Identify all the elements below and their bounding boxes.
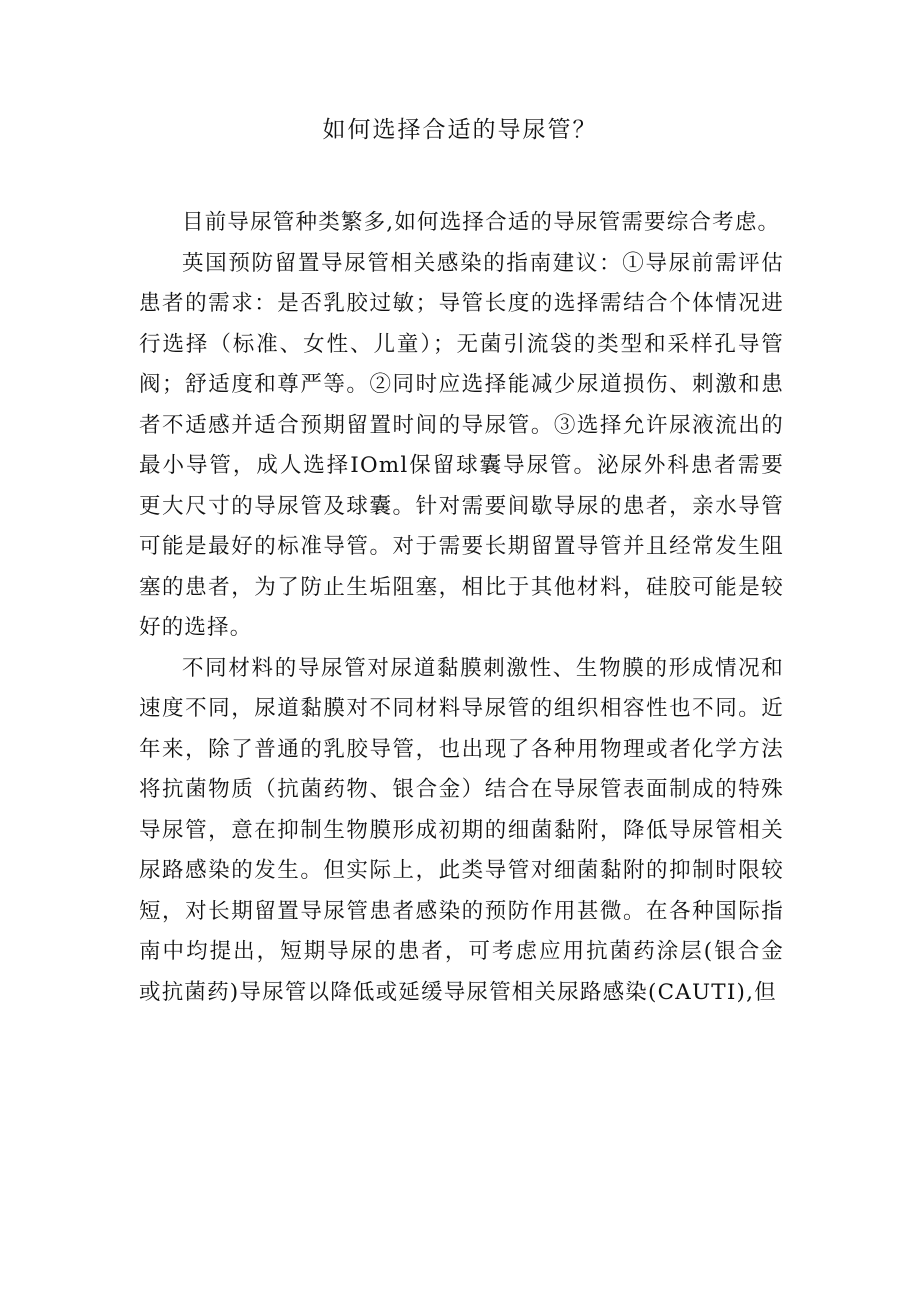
document-title: 如何选择合适的导尿管？ <box>322 117 598 143</box>
document-body <box>139 203 784 1013</box>
paragraph-2: 英国预防留置导尿管相关感染的指南建议：①导尿前需评估患者的需求：是否乳胶过敏；导管长度的选择需结合个体情况进行选择（标准、女性、儿童）；无菌引流袋的类型和采样孔导管阀；舒适度和尊严等。②同时应选择能减少尿道损伤、刺激和患者不适感并适合预期留置时间的导尿管。③选择允许尿液流出的最小导管，成人选择IOml保留球囊导尿管。泌尿外科患者需要更大尺寸的导尿管及球囊。针对需要间歇导尿的患者，亲水导管可能是最好的标准导管。对于需要长期留置导管并且经常发生阻塞的患者，为了防止生垢阻塞，相比于其他材料，硅胶可能是较好的选择。 <box>139 250 784 640</box>
paragraph-3: 不同材料的导尿管对尿道黏膜刺激性、生物膜的形成情况和速度不同，尿道黏膜对不同材料导尿管的组织相容性也不同。近年来，除了普通的乳胶导管，也出现了各种用物理或者化学方法将抗菌物质（抗菌药物、银合金）结合在导尿管表面制成的特殊导尿管，意在抑制生物膜形成初期的细菌黏附，降低导尿管相关尿路感染的发生。但实际上，此类导管对细菌黏附的抑制时限较短，对长期留置导尿管患者感染的预防作用甚微。在各种国际指南中均提出，短期导尿的患者，可考虑应用抗菌药涂层(银合金或抗菌药)导尿管以降低或延缓导尿管相关尿路感染(CAUTI),但 <box>139 655 784 1005</box>
paragraph-1: 目前导尿管种类繁多,如何选择合适的导尿管需要综合考虑。 <box>182 210 781 235</box>
